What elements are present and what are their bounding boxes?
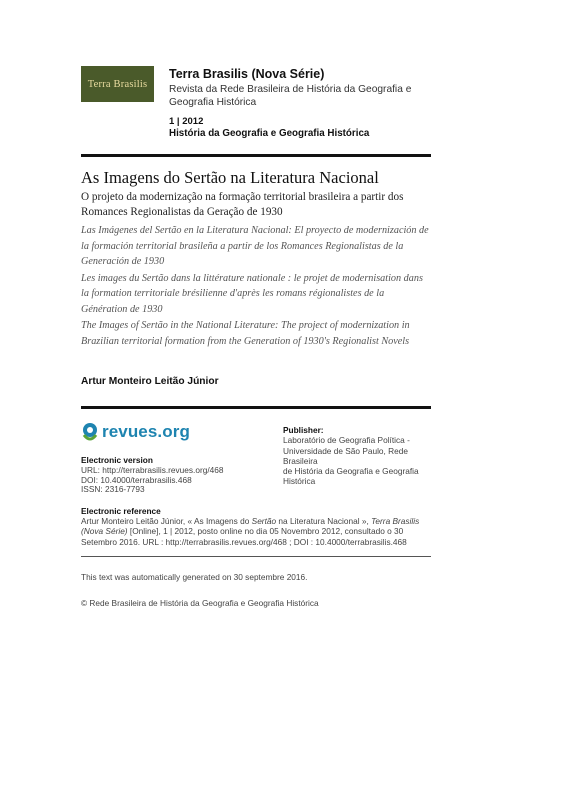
bottom-divider [81,556,431,557]
reference-part: [Online], 1 | 2012, posto online no dia 05 Novembro 2012, consultado o 30 Setembro 2016. URL : http://terrabrasilis.revues.org/468 ; DOI : 10.4000/terrabrasilis.468 [81,526,407,547]
article-subtitle: O projeto da modernização na formação territorial brasileira a partir dos Romances Regionalistas da Geração de 1930 [81,191,404,218]
issue-info [169,116,369,140]
revues-logo[interactable] [81,421,190,443]
revues-mark-icon [81,421,99,443]
journal-logo-text: Terra Brasilis [87,78,148,90]
electronic-reference-heading: Electronic reference [81,506,161,516]
reference-italic: Sertão [251,516,277,527]
article-titles [81,168,433,349]
reference-part: Artur Monteiro Leitão Júnior, « As Imagens do [81,516,252,527]
generation-note: This text was automatically generated on 30 septembre 2016. [81,572,308,582]
publisher-block [283,425,433,487]
electronic-version-url[interactable]: URL: http://terrabrasilis.revues.org/468 [81,464,224,475]
alt-title-french: Les images du Sertão dans la littérature nationale : le projet de modernisation dans la formation territoriale brésilienne d'après les romans régionalistes de la Génération de 1930 [81,272,423,315]
electronic-reference-text [81,516,433,547]
reference-journal: Terra Brasilis (Nova Série) [81,516,420,537]
electronic-version-block [81,456,224,495]
publisher-line: Laboratório de Geografia Política - [283,435,410,446]
issue-section: História da Geografia e Geografia Histórica [169,128,370,139]
publisher-line: Universidade de São Paulo, Rede Brasileira [283,445,408,466]
electronic-reference-block [81,506,433,547]
alt-title-spanish: Las Imágenes del Sertão en la Literatura Nacional: El proyecto de modernización de la formación territorial brasileña a partir de los Romances Regionalistas de la Generación de 1930 [81,225,429,267]
publisher-heading: Publisher: [283,425,324,435]
electronic-version-doi[interactable]: DOI: 10.4000/terrabrasilis.468 [81,474,192,485]
alt-title-english: The Images of Sertão in the National Literature: The project of modernization in Brazilian territorial formation from the Generation of 1930's Regionalist Novels [81,320,410,347]
publisher-line: Histórica [283,476,316,487]
revues-logo-text: revues.org [102,422,190,441]
journal-title: Terra Brasilis (Nova Série) [169,67,325,81]
issue-number: 1 | 2012 [169,116,204,127]
copyright-note: © Rede Brasileira de História da Geografia e Geografia Histórica [81,598,319,608]
reference-part: na Literatura Nacional », [276,516,372,527]
publisher-line: de História da Geografia e Geografia [283,466,419,477]
electronic-version-heading: Electronic version [81,455,153,465]
journal-subtitle: Revista da Rede Brasileira de História da Geografia e Geografia Histórica [169,84,412,108]
journal-header [169,67,449,109]
article-author: Artur Monteiro Leitão Júnior [81,376,219,387]
article-title: As Imagens do Sertão na Literatura Nacional [81,168,379,187]
electronic-version-issn: ISSN: 2316-7793 [81,484,145,495]
middle-divider [81,406,431,409]
journal-logo [81,66,154,102]
top-divider [81,154,431,157]
